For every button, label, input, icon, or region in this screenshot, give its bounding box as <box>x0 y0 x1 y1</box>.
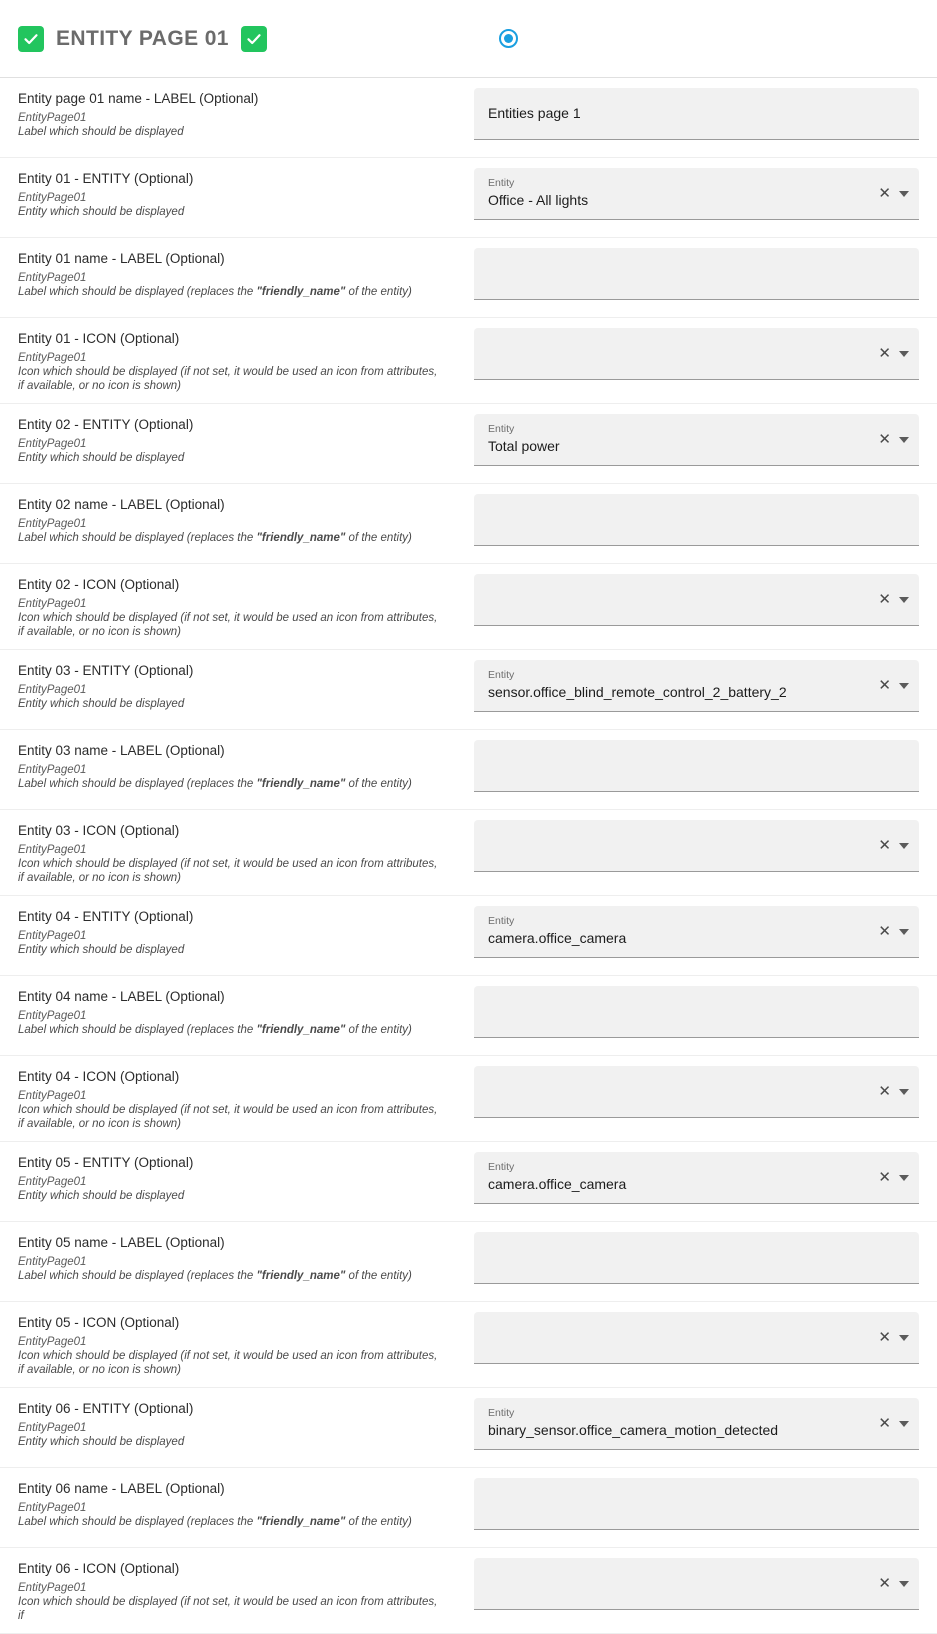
row-title: Entity 01 - ICON (Optional) <box>18 331 180 346</box>
field-value: sensor.office_blind_remote_control_2_battery_2 <box>488 684 787 700</box>
row-title: Entity 04 - ICON (Optional) <box>18 1069 180 1084</box>
field-floating-label: Entity <box>488 1407 515 1419</box>
settings-row <box>0 1222 937 1302</box>
field-text-wrap <box>488 423 870 456</box>
row-description-prefix: Icon which should be displayed (if not set, it would be used an icon from attributes, if available, or no icon is shown) <box>18 366 438 392</box>
field-text-wrap <box>488 1082 870 1101</box>
field-icon-group <box>870 678 911 693</box>
row-title: Entity 05 - ENTITY (Optional) <box>18 1155 194 1170</box>
text-input[interactable] <box>474 1478 919 1530</box>
chevron-down-icon[interactable] <box>899 437 909 443</box>
row-title: Entity 01 name - LABEL (Optional) <box>18 251 225 266</box>
text-input[interactable] <box>474 986 919 1038</box>
row-label-group <box>0 1312 460 1377</box>
row-field-group <box>460 1558 937 1610</box>
row-key: EntityPage01 <box>18 1256 87 1268</box>
row-description-suffix: of the entity) <box>345 1024 412 1036</box>
row-description <box>18 1189 446 1203</box>
row-field-group <box>460 820 937 872</box>
chevron-down-icon[interactable] <box>899 1581 909 1587</box>
row-description-suffix: of the entity) <box>345 1516 412 1528</box>
row-description-prefix: Icon which should be displayed (if not set, it would be used an icon from attributes, if <box>18 1596 438 1622</box>
field-text-wrap <box>488 1002 911 1021</box>
field-icon-group <box>870 1084 911 1099</box>
field-value <box>488 1082 870 1101</box>
row-description <box>18 857 446 885</box>
field-floating-label: Entity <box>488 1161 515 1173</box>
row-key: EntityPage01 <box>18 1582 87 1594</box>
field-value <box>488 1494 911 1513</box>
field-icon-group <box>870 924 911 939</box>
clear-icon[interactable]: ✕ <box>878 431 891 448</box>
settings-row <box>0 1388 937 1468</box>
row-field-group <box>460 1398 937 1450</box>
row-title: Entity 02 - ICON (Optional) <box>18 577 180 592</box>
row-description <box>18 1349 446 1377</box>
checkbox-right-icon[interactable] <box>241 26 267 52</box>
field-floating-label: Entity <box>488 177 515 189</box>
text-input[interactable] <box>474 248 919 300</box>
row-field-group <box>460 88 937 140</box>
entity-combobox[interactable] <box>474 414 919 466</box>
row-label-group <box>0 1152 460 1203</box>
field-text-wrap <box>488 177 870 210</box>
row-description-suffix: of the entity) <box>345 778 412 790</box>
row-field-group <box>460 1152 937 1204</box>
field-text-wrap <box>488 1248 911 1267</box>
row-title: Entity 03 name - LABEL (Optional) <box>18 743 225 758</box>
clear-icon[interactable]: ✕ <box>878 1415 891 1432</box>
field-icon-group <box>870 1170 911 1185</box>
field-text-wrap <box>488 669 870 702</box>
row-field-group <box>460 574 937 626</box>
clear-icon[interactable]: ✕ <box>878 1329 891 1346</box>
field-value <box>488 1248 911 1267</box>
row-title: Entity 01 - ENTITY (Optional) <box>18 171 194 186</box>
row-key: EntityPage01 <box>18 1422 87 1434</box>
settings-row <box>0 238 937 318</box>
settings-row <box>0 650 937 730</box>
text-input[interactable] <box>474 88 919 140</box>
clear-icon[interactable]: ✕ <box>878 345 891 362</box>
field-icon-group <box>870 1330 911 1345</box>
row-title: Entity 02 name - LABEL (Optional) <box>18 497 225 512</box>
row-label-group <box>0 1558 460 1623</box>
field-value <box>488 756 911 775</box>
field-value: Entities page 1 <box>488 105 581 121</box>
row-description-suffix: of the entity) <box>345 286 412 298</box>
row-title: Entity page 01 name - LABEL (Optional) <box>18 91 259 106</box>
row-field-group <box>460 986 937 1038</box>
chevron-down-icon[interactable] <box>899 843 909 849</box>
clear-icon[interactable]: ✕ <box>878 677 891 694</box>
entity-combobox[interactable] <box>474 574 919 626</box>
clear-icon[interactable]: ✕ <box>878 1083 891 1100</box>
row-label-group <box>0 1398 460 1449</box>
row-description-prefix: Icon which should be displayed (if not set, it would be used an icon from attributes, if available, or no icon is shown) <box>18 1104 438 1130</box>
field-text-wrap <box>488 344 870 363</box>
field-value <box>488 510 911 529</box>
row-description <box>18 365 446 393</box>
settings-row <box>0 730 937 810</box>
row-label-group <box>0 1066 460 1131</box>
settings-row <box>0 1468 937 1548</box>
row-label-group <box>0 494 460 545</box>
row-description-emphasis: "friendly_name" <box>256 1024 346 1036</box>
field-value <box>488 1002 911 1021</box>
row-field-group <box>460 248 937 300</box>
row-key: EntityPage01 <box>18 518 87 530</box>
entity-combobox[interactable] <box>474 1152 919 1204</box>
row-label-group <box>0 740 460 791</box>
clear-icon[interactable]: ✕ <box>878 837 891 854</box>
row-description-prefix: Label which should be displayed (replaces the <box>18 1516 257 1528</box>
row-title: Entity 03 - ENTITY (Optional) <box>18 663 194 678</box>
row-description <box>18 943 446 957</box>
settings-row <box>0 318 937 404</box>
settings-row <box>0 1548 937 1634</box>
chevron-down-icon[interactable] <box>899 1335 909 1341</box>
row-description-prefix: Entity which should be displayed <box>18 206 185 218</box>
row-description-prefix: Label which should be displayed (replaces the <box>18 286 257 298</box>
field-floating-label: Entity <box>488 915 515 927</box>
row-key: EntityPage01 <box>18 1176 87 1188</box>
row-label-group <box>0 248 460 299</box>
row-description <box>18 125 446 139</box>
settings-row <box>0 78 937 158</box>
settings-row <box>0 1142 937 1222</box>
row-field-group <box>460 740 937 792</box>
field-icon-group <box>870 592 911 607</box>
field-text-wrap <box>488 1407 870 1440</box>
entity-combobox[interactable] <box>474 1312 919 1364</box>
row-description-prefix: Entity which should be displayed <box>18 452 185 464</box>
row-description-emphasis: "friendly_name" <box>256 286 346 298</box>
row-key: EntityPage01 <box>18 1502 87 1514</box>
row-key: EntityPage01 <box>18 112 87 124</box>
row-field-group <box>460 906 937 958</box>
settings-row <box>0 484 937 564</box>
row-field-group <box>460 1478 937 1530</box>
row-label-group <box>0 328 460 393</box>
row-key: EntityPage01 <box>18 764 87 776</box>
page-header <box>0 0 937 78</box>
row-description <box>18 451 446 465</box>
field-text-wrap <box>488 915 870 948</box>
field-icon-group <box>870 838 911 853</box>
row-title: Entity 04 - ENTITY (Optional) <box>18 909 194 924</box>
row-key: EntityPage01 <box>18 598 87 610</box>
field-text-wrap <box>488 264 911 283</box>
chevron-down-icon[interactable] <box>899 1089 909 1095</box>
row-key: EntityPage01 <box>18 438 87 450</box>
row-field-group <box>460 660 937 712</box>
chevron-down-icon[interactable] <box>899 1421 909 1427</box>
row-description <box>18 205 446 219</box>
row-description-prefix: Icon which should be displayed (if not set, it would be used an icon from attributes, if available, or no icon is shown) <box>18 858 438 884</box>
settings-row <box>0 1302 937 1388</box>
row-label-group <box>0 168 460 219</box>
entity-combobox[interactable] <box>474 1066 919 1118</box>
field-text-wrap <box>488 1328 870 1347</box>
settings-row <box>0 564 937 650</box>
row-title: Entity 06 - ENTITY (Optional) <box>18 1401 194 1416</box>
row-description <box>18 1103 446 1131</box>
entity-combobox[interactable] <box>474 660 919 712</box>
entity-combobox[interactable] <box>474 1558 919 1610</box>
chevron-down-icon[interactable] <box>899 597 909 603</box>
settings-row <box>0 810 937 896</box>
row-key: EntityPage01 <box>18 930 87 942</box>
field-floating-label: Entity <box>488 423 515 435</box>
row-description-prefix: Icon which should be displayed (if not set, it would be used an icon from attributes, if available, or no icon is shown) <box>18 612 438 638</box>
row-description-prefix: Label which should be displayed (replaces the <box>18 778 257 790</box>
row-key: EntityPage01 <box>18 1090 87 1102</box>
row-description <box>18 777 446 791</box>
row-description-emphasis: "friendly_name" <box>256 778 346 790</box>
row-title: Entity 02 - ENTITY (Optional) <box>18 417 194 432</box>
row-description-emphasis: "friendly_name" <box>256 1516 346 1528</box>
row-field-group <box>460 328 937 380</box>
field-icon-group <box>870 186 911 201</box>
field-value: binary_sensor.office_camera_motion_detected <box>488 1422 779 1438</box>
row-description <box>18 285 446 299</box>
field-text-wrap <box>488 1494 911 1513</box>
row-description <box>18 1515 446 1529</box>
row-key: EntityPage01 <box>18 684 87 696</box>
row-key: EntityPage01 <box>18 844 87 856</box>
text-input[interactable] <box>474 1232 919 1284</box>
row-description-suffix: of the entity) <box>345 1270 412 1282</box>
row-label-group <box>0 414 460 465</box>
settings-row <box>0 1056 937 1142</box>
row-description-prefix: Icon which should be displayed (if not set, it would be used an icon from attributes, if available, or no icon is shown) <box>18 1350 438 1376</box>
row-description <box>18 611 446 639</box>
field-value <box>488 1328 870 1347</box>
field-text-wrap <box>488 510 911 529</box>
field-value <box>488 836 870 855</box>
settings-row <box>0 158 937 238</box>
field-value: camera.office_camera <box>488 1176 627 1192</box>
clear-icon[interactable]: ✕ <box>878 1575 891 1592</box>
row-description <box>18 1435 446 1449</box>
field-text-wrap <box>488 836 870 855</box>
field-value: Total power <box>488 438 560 454</box>
row-label-group <box>0 986 460 1037</box>
row-label-group <box>0 88 460 139</box>
row-description-prefix: Label which should be displayed <box>18 126 184 138</box>
row-label-group <box>0 1232 460 1283</box>
field-text-wrap <box>488 1574 870 1593</box>
row-label-group <box>0 660 460 711</box>
row-description-prefix: Entity which should be displayed <box>18 1436 185 1448</box>
row-description-emphasis: "friendly_name" <box>256 1270 346 1282</box>
row-description <box>18 697 446 711</box>
row-key: EntityPage01 <box>18 1010 87 1022</box>
clear-icon[interactable]: ✕ <box>878 1169 891 1186</box>
settings-row <box>0 404 937 484</box>
text-input[interactable] <box>474 494 919 546</box>
entity-combobox[interactable] <box>474 820 919 872</box>
field-value: Office - All lights <box>488 192 589 208</box>
settings-row <box>0 976 937 1056</box>
chevron-down-icon[interactable] <box>899 191 909 197</box>
row-description-prefix: Label which should be displayed (replaces the <box>18 1270 257 1282</box>
row-title: Entity 03 - ICON (Optional) <box>18 823 180 838</box>
page-title: ENTITY PAGE 01 <box>56 26 229 50</box>
row-field-group <box>460 1066 937 1118</box>
field-icon-group <box>870 432 911 447</box>
row-description-prefix: Entity which should be displayed <box>18 698 185 710</box>
row-field-group <box>460 494 937 546</box>
field-text-wrap <box>488 756 911 775</box>
row-key: EntityPage01 <box>18 352 87 364</box>
row-title: Entity 04 name - LABEL (Optional) <box>18 989 225 1004</box>
row-label-group <box>0 820 460 885</box>
field-value <box>488 264 911 283</box>
chevron-down-icon[interactable] <box>899 683 909 689</box>
field-value: camera.office_camera <box>488 930 627 946</box>
row-title: Entity 06 name - LABEL (Optional) <box>18 1481 225 1496</box>
row-title: Entity 05 - ICON (Optional) <box>18 1315 180 1330</box>
field-text-wrap <box>488 1161 870 1194</box>
clear-icon[interactable]: ✕ <box>878 923 891 940</box>
settings-row-list <box>0 78 937 1634</box>
row-field-group <box>460 1312 937 1364</box>
field-text-wrap <box>488 590 870 609</box>
entity-combobox[interactable] <box>474 328 919 380</box>
clear-icon[interactable]: ✕ <box>878 185 891 202</box>
row-description-emphasis: "friendly_name" <box>256 532 346 544</box>
row-key: EntityPage01 <box>18 192 87 204</box>
field-value <box>488 1574 870 1593</box>
field-icon-group <box>870 346 911 361</box>
row-field-group <box>460 1232 937 1284</box>
row-description-prefix: Label which should be displayed (replaces the <box>18 1024 257 1036</box>
row-field-group <box>460 414 937 466</box>
field-value <box>488 590 870 609</box>
checkbox-left-icon[interactable] <box>18 26 44 52</box>
radio-outer-icon <box>499 29 518 48</box>
row-description-prefix: Entity which should be displayed <box>18 1190 185 1202</box>
row-field-group <box>460 168 937 220</box>
field-floating-label: Entity <box>488 669 515 681</box>
settings-row <box>0 896 937 976</box>
row-key: EntityPage01 <box>18 272 87 284</box>
row-description-prefix: Label which should be displayed (replaces the <box>18 532 257 544</box>
field-icon-group <box>870 1576 911 1591</box>
entity-combobox[interactable] <box>474 1398 919 1450</box>
field-text-wrap <box>488 104 911 123</box>
row-title: Entity 06 - ICON (Optional) <box>18 1561 180 1576</box>
row-description <box>18 1269 446 1283</box>
entity-combobox[interactable] <box>474 906 919 958</box>
row-label-group <box>0 906 460 957</box>
entity-combobox[interactable] <box>474 168 919 220</box>
field-icon-group <box>870 1416 911 1431</box>
text-input[interactable] <box>474 740 919 792</box>
row-label-group <box>0 574 460 639</box>
row-title: Entity 05 name - LABEL (Optional) <box>18 1235 225 1250</box>
clear-icon[interactable]: ✕ <box>878 591 891 608</box>
chevron-down-icon[interactable] <box>899 351 909 357</box>
row-description <box>18 1023 446 1037</box>
chevron-down-icon[interactable] <box>899 929 909 935</box>
radio-inner-icon <box>504 34 513 43</box>
radio-button[interactable] <box>499 29 518 48</box>
row-label-group <box>0 1478 460 1529</box>
row-description <box>18 1595 446 1623</box>
row-description-prefix: Entity which should be displayed <box>18 944 185 956</box>
row-key: EntityPage01 <box>18 1336 87 1348</box>
row-description-suffix: of the entity) <box>345 532 412 544</box>
row-description <box>18 531 446 545</box>
field-value <box>488 344 870 363</box>
chevron-down-icon[interactable] <box>899 1175 909 1181</box>
